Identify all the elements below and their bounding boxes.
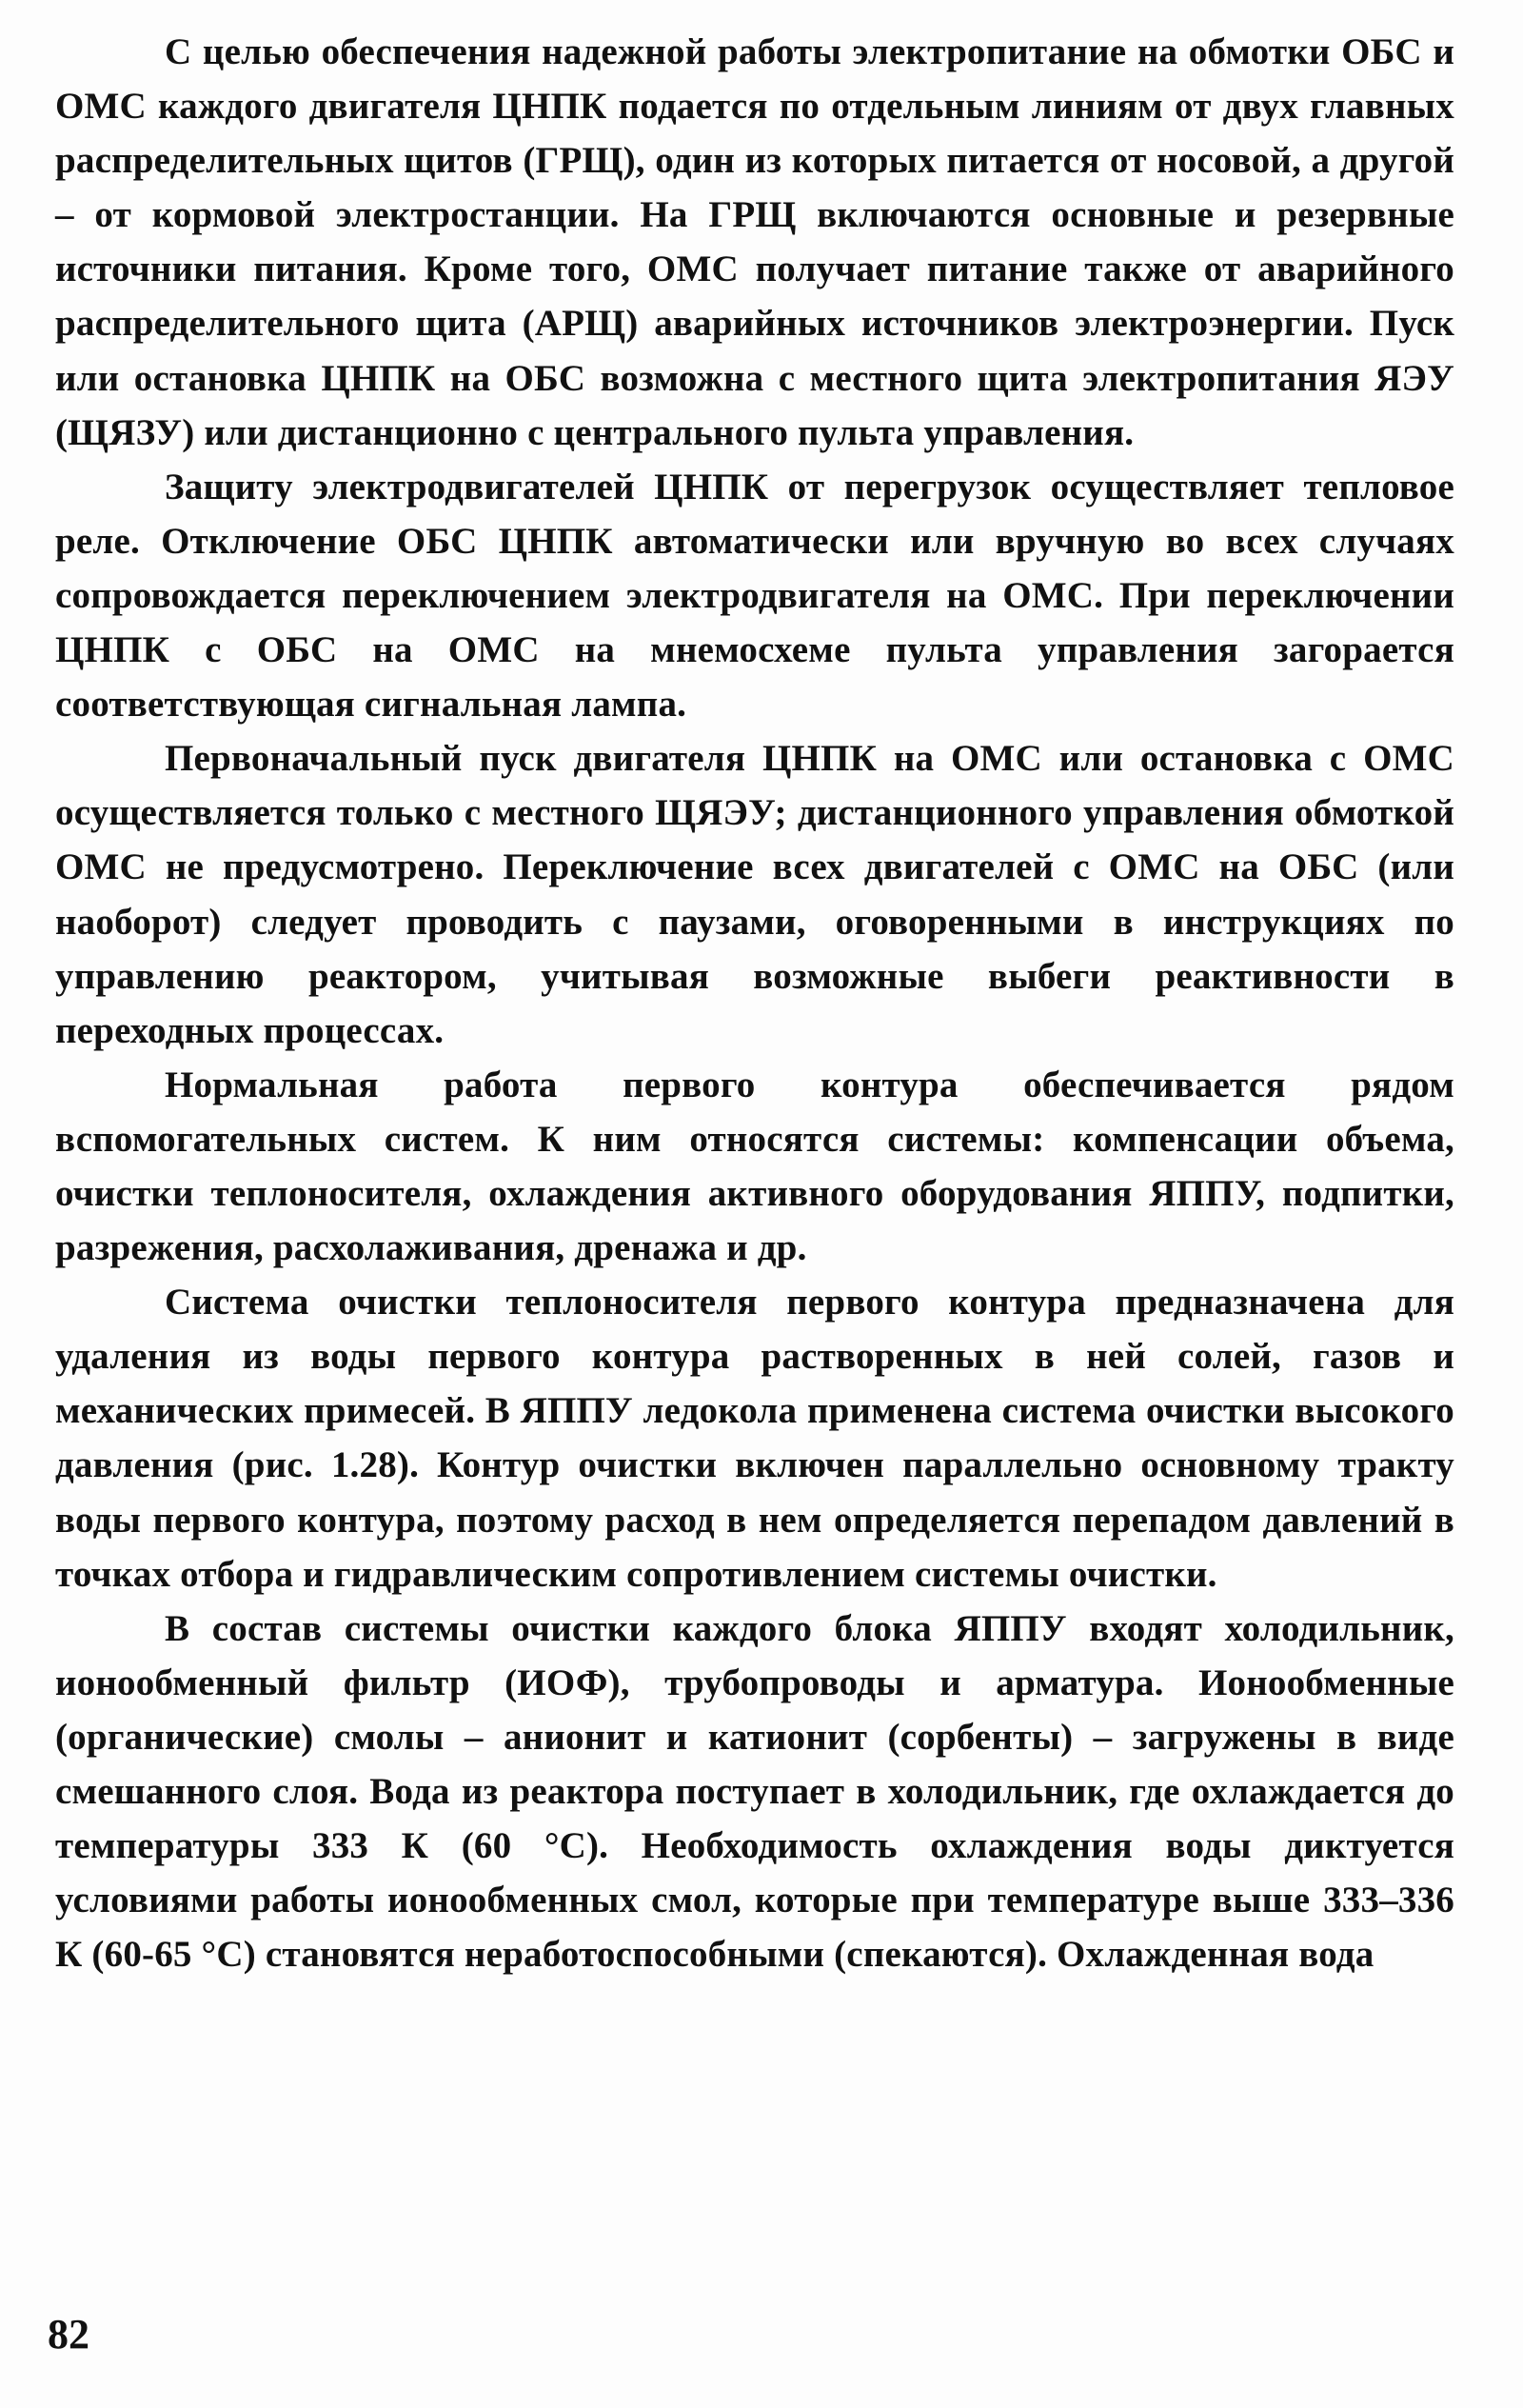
paragraph-initial-start: Первоначальный пуск двигателя ЦНПК на ОМС или остановка с ОМС осуществляется только с местного ЩЯЭУ; дистанционного управления обмоткой ОМС не предусмотрено. Переключение всех двигателей с ОМС на ОБС (или наоборот) следует проводить с паузами, оговоренными в инструкциях по управлению реактором, учитывая возможные выбеги реактивности в переходных процессах. [55,738,1454,1051]
paragraph-purification-composition: В состав системы очистки каждого блока ЯППУ входят холодильник, ионообменный фильтр (ИОФ), трубопроводы и арматура. Ионообменные (органические) смолы – анионит и катионит (сорбенты) – загружены в виде смешанного слоя. Вода из реактора поступает в холодильник, где охлаждается до температуры 333 К (60 °С). Необходимость охлаждения воды диктуется условиями работы ионообменных смол, которые при температуре выше 333–336 К (60-65 °С) становятся неработоспособными (спекаются). Охлажденная вода [55,1607,1454,1976]
paragraph-motor-protection: Защиту электродвигателей ЦНПК от перегрузок осуществляет тепловое реле. Отключение ОБС ЦНПК автоматически или вручную во всех случаях сопровождается переключением электродвигателя на ОМС. При переключении ЦНПК с ОБС на ОМС на мнемосхеме пульта управления загорается соответствующая сигнальная лампа. [55,466,1454,726]
paragraph-auxiliary-systems: Нормальная работа первого контура обеспечивается рядом вспомогательных систем. К ним относятся системы: компенсации объема, очистки теплоносителя, охлаждения активного оборудования ЯППУ, подпитки, разрежения, расхолаживания, дренажа и др. [55,1064,1454,1269]
page-number: 82 [48,2311,89,2358]
paragraph-purification-system: Система очистки теплоносителя первого контура предназначена для удаления из воды первого контура растворенных в ней солей, газов и механических примесей. В ЯППУ ледокола применена система очистки высокого давления (рис. 1.28). Контур очистки включен параллельно основному тракту воды первого контура, поэтому расход в нем определяется перепадом давлений в точках отбора и гидравлическим сопротивлением системы очистки. [55,1282,1454,1595]
paragraph-power-supply: С целью обеспечения надежной работы электропитание на обмотки ОБС и ОМС каждого двигателя ЦНПК подается по отдельным линиям от двух главных распределительных щитов (ГРЩ), один из которых питается от носовой, а другой – от кормовой электростанции. На ГРЩ включаются основные и резервные источники питания. Кроме того, ОМС получает питание также от аварийного распределительного щита (АРЩ) аварийных источников электроэнергии. Пуск или остановка ЦНПК на ОБС возможна с местного щита электропитания ЯЭУ (ЩЯЗУ) или дистанционно с центрального пульта управления. [55,31,1454,453]
body-text [55,25,1454,1981]
